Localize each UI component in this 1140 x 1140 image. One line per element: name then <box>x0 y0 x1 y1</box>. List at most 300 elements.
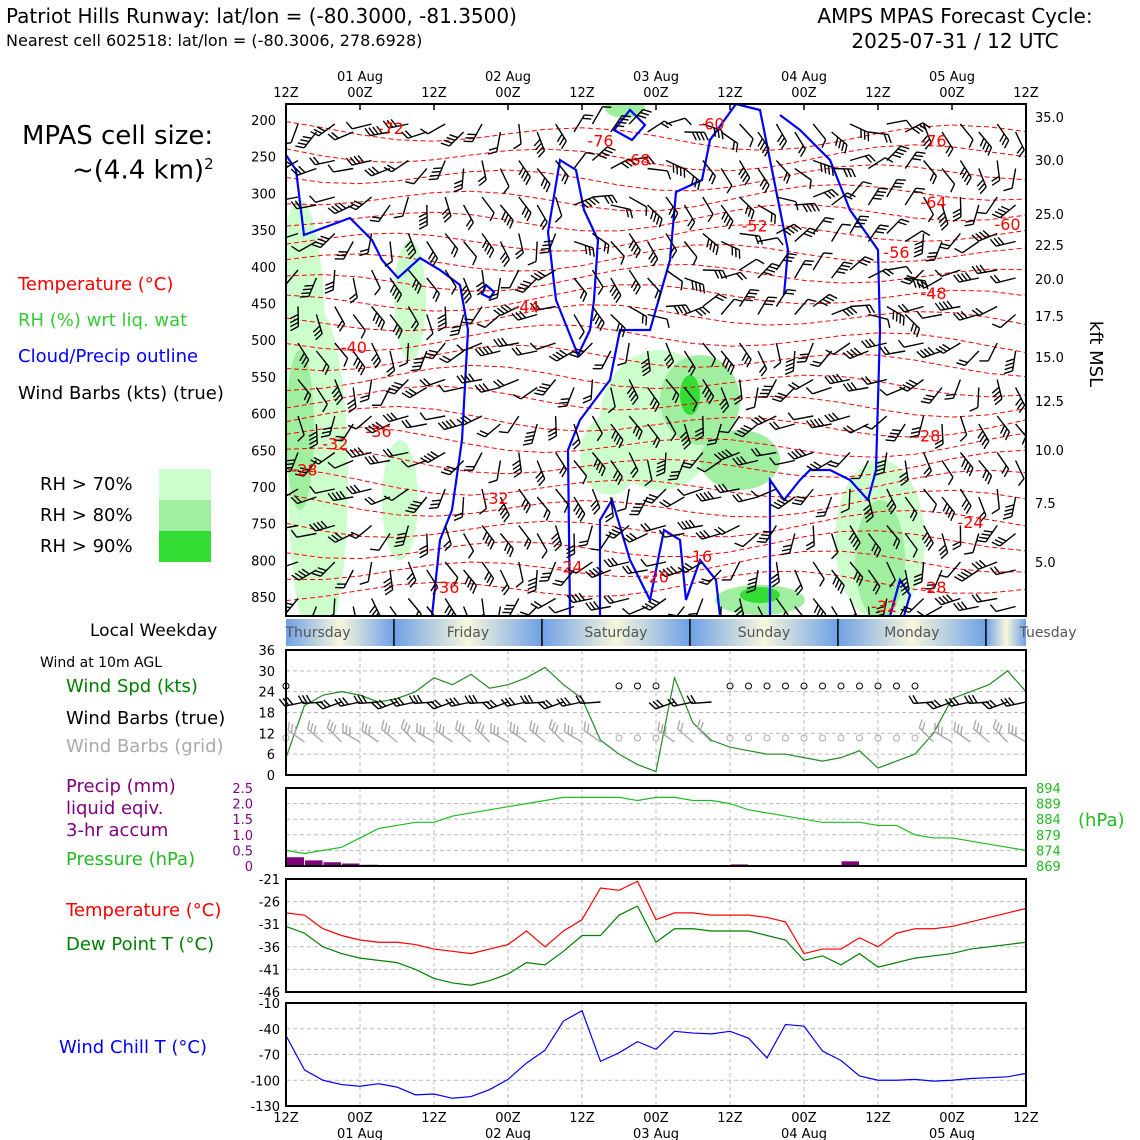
wind-barb <box>990 562 1015 575</box>
top-tick-label: 00Z <box>643 86 669 101</box>
wind-barb <box>771 491 795 512</box>
wind-speed-panel <box>258 644 1030 784</box>
wind-barb <box>642 592 666 613</box>
wind-barb <box>512 161 532 185</box>
wind-barb <box>746 386 758 411</box>
wind-barb-grid <box>487 723 512 742</box>
wind-barb-true <box>687 694 711 704</box>
top-date-label: 03 Aug <box>632 70 680 85</box>
height-tick-label: 15.0 <box>1035 351 1064 366</box>
wind-barb <box>807 562 827 586</box>
wind-tick-label: 6 <box>266 748 275 764</box>
weekday-name: Thursday <box>285 625 351 641</box>
calm-marker-grid <box>912 735 918 741</box>
calm-marker-grid <box>894 735 900 741</box>
weekday-name: Monday <box>884 625 940 641</box>
wind-barb <box>921 383 942 407</box>
wind-barb-true <box>576 694 600 704</box>
pressure-tick-label: 450 <box>251 297 276 313</box>
wind-tick-label: 18 <box>258 706 275 722</box>
calm-marker-true <box>894 683 900 689</box>
wind-barb <box>475 343 500 356</box>
wind-barb <box>805 526 814 550</box>
calm-marker-grid <box>616 735 622 741</box>
temperature-label: -24 <box>957 513 984 533</box>
wind-barb <box>991 453 1011 477</box>
wind-barb <box>641 518 666 532</box>
wind-barb <box>954 453 975 477</box>
wind-barb-true <box>965 694 989 704</box>
temperature-label: -32 <box>322 434 349 454</box>
pressure-tick-label: 889 <box>1036 797 1061 813</box>
wind-barb <box>758 294 777 319</box>
legend-temperature: Temperature (°C) <box>18 274 174 295</box>
wind-barb <box>511 124 522 149</box>
wind-barb-grid <box>695 719 718 742</box>
wind-barb <box>797 340 813 365</box>
wind-barb <box>788 445 813 460</box>
legend-cloud: Cloud/Precip outline <box>18 346 199 367</box>
bottom-date-label: 05 Aug <box>928 1127 976 1140</box>
wind-barb <box>622 526 647 544</box>
weekday-name: Saturday <box>584 625 648 641</box>
wind-barb <box>574 196 599 213</box>
wind-barb <box>402 124 427 139</box>
calm-marker-true <box>635 683 641 689</box>
temperature-label: -56 <box>883 243 910 263</box>
wind-barb <box>696 197 715 222</box>
top-tick-label: 12Z <box>865 86 891 101</box>
wind-barb <box>335 238 353 263</box>
wind-barb <box>360 561 372 586</box>
calm-marker-true <box>783 683 789 689</box>
wind-barb <box>751 351 769 376</box>
wind-barb <box>277 593 298 617</box>
height-tick-label: 17.5 <box>1035 310 1064 325</box>
wind-barb <box>282 121 298 146</box>
wind-barb <box>383 408 408 422</box>
wind-barb <box>605 315 628 337</box>
wind-barb <box>424 338 445 362</box>
wind-barb-true <box>1001 694 1026 707</box>
wind-barb <box>494 534 516 558</box>
wind-barbs-true-label: Wind Barbs (true) <box>66 708 226 729</box>
wind-barb <box>989 489 999 514</box>
bottom-axis <box>273 1111 1039 1140</box>
wind-barb <box>898 335 923 348</box>
bottom-date-label: 02 Aug <box>484 1127 532 1140</box>
height-tick-label: 12.5 <box>1035 395 1064 410</box>
pressure-tick-label: 500 <box>251 334 276 350</box>
wind-barb <box>990 234 1015 247</box>
wind-barb <box>772 382 795 405</box>
wind-barb <box>457 336 482 353</box>
height-tick-label: 25.0 <box>1035 208 1064 223</box>
wind-barb <box>530 461 546 486</box>
top-tick-label: 00Z <box>495 86 521 101</box>
wind-barb-grid <box>473 719 496 742</box>
temperature-label: -28 <box>914 426 941 446</box>
bottom-tick-label: 00Z <box>791 1111 817 1126</box>
wind-barb <box>567 591 592 604</box>
wind-barb <box>548 526 563 551</box>
precip-tick-label: 1.5 <box>232 813 253 829</box>
bottom-tick-label: 00Z <box>939 1111 965 1126</box>
wind-barb <box>629 493 647 518</box>
wind-barb <box>625 197 650 216</box>
wind-barb <box>494 335 519 347</box>
windchill-tick-label: -10 <box>258 997 280 1012</box>
wind-barb <box>365 307 387 331</box>
calm-marker-true <box>857 683 863 689</box>
precip-label-1: Precip (mm) <box>66 776 176 797</box>
wind-barb <box>394 195 408 220</box>
wind-barb <box>386 374 408 397</box>
wind-barb <box>867 132 892 143</box>
wind-barb <box>382 570 393 595</box>
temperature-label: -36 <box>433 577 460 597</box>
wind-barb <box>887 216 909 239</box>
forecast-cycle-date: 2025-07-31 / 12 UTC <box>851 29 1059 53</box>
wind-barb-grid <box>433 722 457 742</box>
pressure-tick-label: 250 <box>251 150 276 166</box>
wind-barb <box>868 185 888 210</box>
wind-barb <box>623 234 643 258</box>
wind-barb <box>464 120 482 145</box>
wind-barb <box>454 496 464 520</box>
wind-barb <box>696 489 721 502</box>
wind-barb <box>952 197 961 221</box>
temperature-label: -32 <box>482 489 509 509</box>
calm-marker-grid <box>838 735 844 741</box>
wind-barb <box>717 132 741 152</box>
wind-barb <box>825 408 850 422</box>
height-tick-label: 35.0 <box>1035 111 1064 126</box>
precip-tick-label: 2.5 <box>232 782 253 797</box>
wind-barb <box>539 559 555 584</box>
wind-barb <box>862 335 887 348</box>
windchill-tick-label: -40 <box>258 1022 280 1038</box>
wind-barb <box>807 599 828 623</box>
wind-barb <box>402 416 427 428</box>
rh-region <box>700 430 780 490</box>
pressure-tick-label: 700 <box>251 481 276 496</box>
wind-barb <box>1009 424 1031 448</box>
wind-barb <box>530 132 546 157</box>
wind-barb <box>813 249 832 274</box>
wind-barb <box>530 205 549 230</box>
wind-barb <box>457 242 479 266</box>
calm-marker-true <box>616 683 622 689</box>
wind-barb <box>429 486 445 511</box>
pressure-tick-label: 400 <box>251 260 276 276</box>
wind-barb <box>722 558 740 583</box>
wind-barb <box>813 292 837 313</box>
wind-barb <box>364 343 382 368</box>
wind-barb <box>359 232 371 257</box>
wind-barb <box>477 418 501 440</box>
wind-barb <box>512 197 533 221</box>
wind-barb <box>531 497 552 521</box>
wind-barb-grid <box>971 720 995 742</box>
wind-barb <box>476 526 497 550</box>
pressure-tick-label: 350 <box>251 224 276 240</box>
pressure-tick-label: 200 <box>251 114 276 129</box>
wind-barb-true <box>465 694 489 704</box>
wind-barb <box>696 526 721 540</box>
wind-barb <box>1008 132 1026 157</box>
wind-barb <box>735 527 758 549</box>
wind-barb-true <box>521 694 545 704</box>
temperature-tick-label: -46 <box>258 986 280 1001</box>
wind-barb <box>578 523 592 548</box>
temperature-tick-label: -21 <box>258 873 280 888</box>
top-tick-label: 12Z <box>569 86 595 101</box>
top-tick-label: 12Z <box>273 86 299 101</box>
wind-barb <box>954 124 975 148</box>
weekday-band <box>284 619 1076 646</box>
wind-barb <box>917 307 942 319</box>
pressure-tick-label: 600 <box>251 407 276 423</box>
wind-barb <box>989 161 1000 186</box>
wind-barbs-grid-label: Wind Barbs (grid) <box>66 736 224 757</box>
wind-barb <box>785 350 795 375</box>
wind-barb <box>935 461 955 485</box>
wind-barb <box>973 461 994 485</box>
wind-barb-grid <box>305 720 329 742</box>
temperature-label: -24 <box>556 557 583 577</box>
wind-barb <box>806 380 831 395</box>
temperature-label: -52 <box>741 216 768 236</box>
wind-barb <box>751 409 776 427</box>
wind-barb <box>972 299 997 317</box>
wind-tick-label: 0 <box>266 769 275 784</box>
wind-barb <box>954 307 979 321</box>
wind-barb <box>816 494 832 519</box>
wind-barb <box>647 169 672 180</box>
temperature-label: Temperature (°C) <box>66 900 222 921</box>
temperature-label: -48 <box>920 284 947 304</box>
wind-barb <box>934 534 948 559</box>
wind-barb <box>511 562 524 587</box>
windchill-tick-label: -100 <box>250 1074 280 1090</box>
wind-barb <box>437 307 446 331</box>
wind-barb <box>850 179 872 202</box>
wind-barb <box>325 269 335 294</box>
wind-barb-grid <box>991 719 1014 742</box>
wind-barb <box>850 254 873 276</box>
wind-barb-grid <box>339 723 364 742</box>
wind-barb <box>475 380 500 393</box>
pressure-tick-label: 750 <box>251 517 276 533</box>
wind-barb <box>979 339 997 364</box>
pressure-tick-label: 869 <box>1036 860 1061 875</box>
wind-barb <box>1003 495 1015 520</box>
legend-rh: RH (%) wrt liq. wat <box>18 310 188 331</box>
temperature-label: -28 <box>291 460 318 480</box>
wind-barb <box>457 205 476 230</box>
top-tick-label: 00Z <box>347 86 373 101</box>
calm-marker-true <box>838 683 844 689</box>
top-tick-label: 12Z <box>1013 86 1039 101</box>
wind-barb <box>457 534 476 559</box>
wind-barb <box>346 116 371 130</box>
wind-barb <box>571 242 596 257</box>
wind-barb <box>883 307 908 326</box>
height-axis-label: kft MSL <box>1085 320 1106 388</box>
wind-barb <box>721 296 743 319</box>
calm-marker-true <box>820 683 826 689</box>
wind-tick-label: 36 <box>258 644 275 659</box>
temperature-tick-label: -31 <box>258 918 280 934</box>
pressure-label: Pressure (hPa) <box>66 849 196 870</box>
weekday-name: Tuesday <box>1019 625 1077 641</box>
wind-barb <box>641 242 660 267</box>
wind-barb <box>419 534 428 558</box>
wind-barb <box>382 351 395 376</box>
wind-barb <box>678 242 699 266</box>
precip-bar <box>287 857 305 866</box>
bottom-tick-label: 12Z <box>273 1111 299 1126</box>
bottom-date-label: 01 Aug <box>336 1127 384 1140</box>
calm-marker-grid <box>783 735 789 741</box>
wind-barb <box>642 278 664 301</box>
wind-barb <box>593 347 611 372</box>
wind-barb <box>574 149 595 173</box>
height-tick-label: 7.5 <box>1035 497 1056 512</box>
wind-barb <box>439 234 460 258</box>
temperature-label: -20 <box>642 567 670 587</box>
wind-barb <box>501 266 519 291</box>
wind-barb <box>964 203 978 228</box>
weekday-label: Local Weekday <box>90 621 218 641</box>
wind-barb <box>370 200 390 224</box>
wind-barb <box>954 489 974 514</box>
wind-barb <box>813 214 834 238</box>
wind-barb <box>795 203 820 213</box>
wind-barb <box>956 345 978 368</box>
temperature-label: -16 <box>686 546 713 566</box>
wind-10m-label: Wind at 10m AGL <box>40 655 163 671</box>
wind-barb <box>488 131 500 156</box>
bottom-tick-label: 12Z <box>569 1111 595 1126</box>
wind-barb <box>586 563 611 579</box>
wind-barb <box>527 569 537 594</box>
wind-barb <box>511 234 524 259</box>
calm-marker-grid <box>635 735 641 741</box>
wind-barb <box>758 261 780 284</box>
wind-barb <box>328 125 353 142</box>
top-tick-label: 12Z <box>717 86 743 101</box>
wind-barb-grid <box>453 720 477 742</box>
wind-barb-grid <box>951 722 975 742</box>
top-tick-label: 00Z <box>791 86 817 101</box>
wind-barb <box>714 169 733 194</box>
weekday-name: Sunday <box>737 625 791 641</box>
pressure-tick-label: 850 <box>251 591 276 607</box>
wind-barb <box>740 257 765 277</box>
wind-barb-grid <box>413 723 438 742</box>
wind-barb <box>438 380 463 393</box>
precip-tick-label: 2.0 <box>232 797 253 813</box>
wind-barb-true <box>909 694 933 704</box>
wind-barb <box>953 416 968 441</box>
rh90-label: RH > 90% <box>40 536 133 557</box>
precip-tick-label: 1.0 <box>232 828 253 844</box>
wind-barb <box>548 416 557 440</box>
pressure-tick-label: 300 <box>251 187 276 203</box>
calm-marker-true <box>912 683 918 689</box>
wind-barb <box>515 272 537 295</box>
rh-region <box>286 350 314 510</box>
wind-barb <box>493 169 511 194</box>
wind-barb-grid <box>359 722 383 742</box>
pressure-tick-label: 800 <box>251 554 276 570</box>
wind-barb <box>1008 461 1025 486</box>
wind-speed-label: Wind Spd (kts) <box>66 676 198 697</box>
wind-barb <box>807 124 828 148</box>
temperature-label: -68 <box>624 150 651 170</box>
windchill-label: Wind Chill T (°C) <box>59 1037 207 1058</box>
wind-barb-grid <box>547 719 570 742</box>
calm-marker-grid <box>820 735 826 741</box>
cell-size-value: ~(4.4 km)$^2$ <box>72 155 214 186</box>
wind-barb <box>429 157 446 182</box>
bottom-tick-label: 12Z <box>421 1111 447 1126</box>
dewpoint-label: Dew Point T (°C) <box>66 934 215 955</box>
pressure-unit-label: (hPa) <box>1078 810 1125 831</box>
wind-barb <box>862 372 887 386</box>
precip-tick-label: 0 <box>244 860 253 875</box>
wind-barb <box>604 554 629 567</box>
wind-barb <box>972 555 997 571</box>
bottom-tick-label: 12Z <box>1013 1111 1039 1126</box>
wind-barb <box>420 372 445 387</box>
wind-barb <box>832 221 851 246</box>
bottom-tick-label: 00Z <box>495 1111 521 1126</box>
wind-barb <box>733 489 758 503</box>
temperature-tick-label: -36 <box>258 940 280 956</box>
temperature-label: -76 <box>920 131 947 151</box>
temperature-label: -28 <box>920 577 947 597</box>
wind-barb <box>530 335 555 350</box>
wind-barb <box>990 599 1015 613</box>
wind-barb <box>795 296 817 319</box>
wind-barb <box>295 127 316 151</box>
height-tick-label: 20.0 <box>1035 273 1064 288</box>
wind-barb <box>604 278 623 303</box>
wind-barb <box>886 420 906 445</box>
wind-barb <box>970 387 979 411</box>
wind-barb <box>474 161 487 186</box>
wind-barb-grid <box>917 719 940 742</box>
wind-barb <box>646 315 671 328</box>
precip-tick-label: 0.5 <box>232 844 253 860</box>
wind-barb <box>513 381 537 401</box>
wind-barb <box>475 234 495 258</box>
wind-barb <box>733 161 752 186</box>
top-tick-label: 00Z <box>939 86 965 101</box>
wind-barb <box>899 373 923 394</box>
wind-barb <box>493 570 511 595</box>
temperature-tick-label: -26 <box>258 895 280 911</box>
wind-barb <box>687 596 703 621</box>
wind-barb <box>972 226 997 242</box>
wind-barb <box>751 169 771 193</box>
wind-barb <box>788 408 813 420</box>
wind-barb <box>348 519 372 541</box>
wind-barb <box>528 241 537 265</box>
